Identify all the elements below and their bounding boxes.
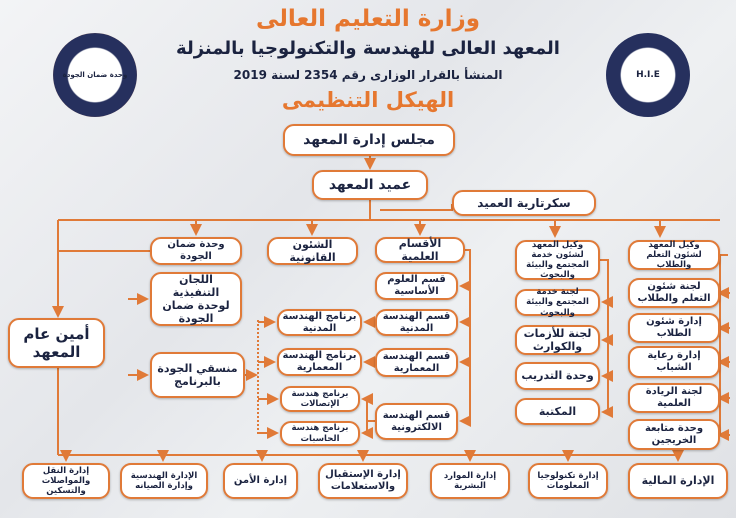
logo-text: وحدة ضمان الجودة xyxy=(62,71,128,79)
decree-text: المنشأ بالقرار الوزارى رقم 2354 لسنة 2019 xyxy=(233,68,503,82)
architecture-program-box: برنامج الهندسة المعمارية xyxy=(277,348,362,376)
institute-logo xyxy=(606,33,690,117)
legal-affairs-box: الشئون القانونية xyxy=(267,237,358,265)
communications-program-box: برنامج هندسة الإتصالات xyxy=(280,386,360,412)
vice-dean-community-box: وكيل المعهد لشئون خدمة المجتمع والبيئة والبحوث xyxy=(515,240,600,280)
secretariat-box: سكرتارية العميد xyxy=(452,190,596,216)
chart-title: الهيكل التنظيمى xyxy=(281,88,455,112)
institute-name: المعهد العالى للهندسة والتكنولوجيا بالمنزلة xyxy=(176,38,560,59)
quality-unit-box: وحدة ضمان الجودة xyxy=(150,237,242,265)
logo-text: H.I.E xyxy=(636,70,660,80)
architecture-dept-box: قسم الهندسة المعمارية xyxy=(375,348,458,377)
board-box: مجلس إدارة المعهد xyxy=(283,124,455,156)
finance-dept-box: الإدارة المالية xyxy=(628,463,728,499)
vice-dean-students-box: وكيل المعهد لشئون التعلم والطلاب xyxy=(628,240,720,270)
quality-coordinators-box: منسقي الجودة بالبرنامج xyxy=(150,352,245,398)
engineering-maintenance-box: الإدارة الهندسية وإدارة الصيانه xyxy=(120,463,208,499)
scientific-leadership-box: لجنة الريادة العلمية xyxy=(628,383,720,413)
computer-program-box: برنامج هندسة الحاسبات xyxy=(280,421,360,446)
library-box: المكتبة xyxy=(515,398,600,425)
learning-committee-box: لجنة شئون التعلم والطلاب xyxy=(628,278,720,308)
it-dept-box: إدارة تكنولوجيا المعلومات xyxy=(528,463,608,499)
dean-box: عميد المعهد xyxy=(312,170,428,200)
transport-housing-box: إدارة النقل والمواصلات والتسكين xyxy=(22,463,110,499)
reception-dept-box: إدارة الإستقبال والاستعلامات xyxy=(318,463,408,499)
civil-program-box: برنامج الهندسة المدنية xyxy=(277,309,362,336)
training-unit-box: وحدة التدريب xyxy=(515,362,600,390)
civil-dept-box: قسم الهندسة المدنية xyxy=(375,309,458,336)
quality-committees-box: اللجان التنفيذية لوحدة ضمان الجودة xyxy=(150,272,242,326)
ministry-title: وزارة التعليم العالى xyxy=(255,6,480,32)
quality-unit-logo xyxy=(53,33,137,117)
student-affairs-box: إدارة شئون الطلاب xyxy=(628,313,720,343)
graduates-unit-box: وحدة متابعة الخريجين xyxy=(628,419,720,450)
hr-dept-box: إدارة الموارد البشرية xyxy=(430,463,510,499)
community-committee-box: لجنة خدمة المجتمع والبيئة والبحوث xyxy=(515,289,600,316)
youth-care-box: إدارة رعاية الشباب xyxy=(628,346,720,378)
electronics-dept-box: قسم الهندسة الالكترونية xyxy=(375,403,458,440)
academic-departments-box: الأقسام العلمية xyxy=(375,237,465,263)
security-dept-box: إدارة الأمن xyxy=(223,463,298,499)
basic-sciences-dept-box: قسم العلوم الأساسية xyxy=(375,272,458,300)
secretary-general-box: أمين عام المعهد xyxy=(8,318,105,368)
crisis-committee-box: لجنة للأزمات والكوارث xyxy=(515,325,600,355)
